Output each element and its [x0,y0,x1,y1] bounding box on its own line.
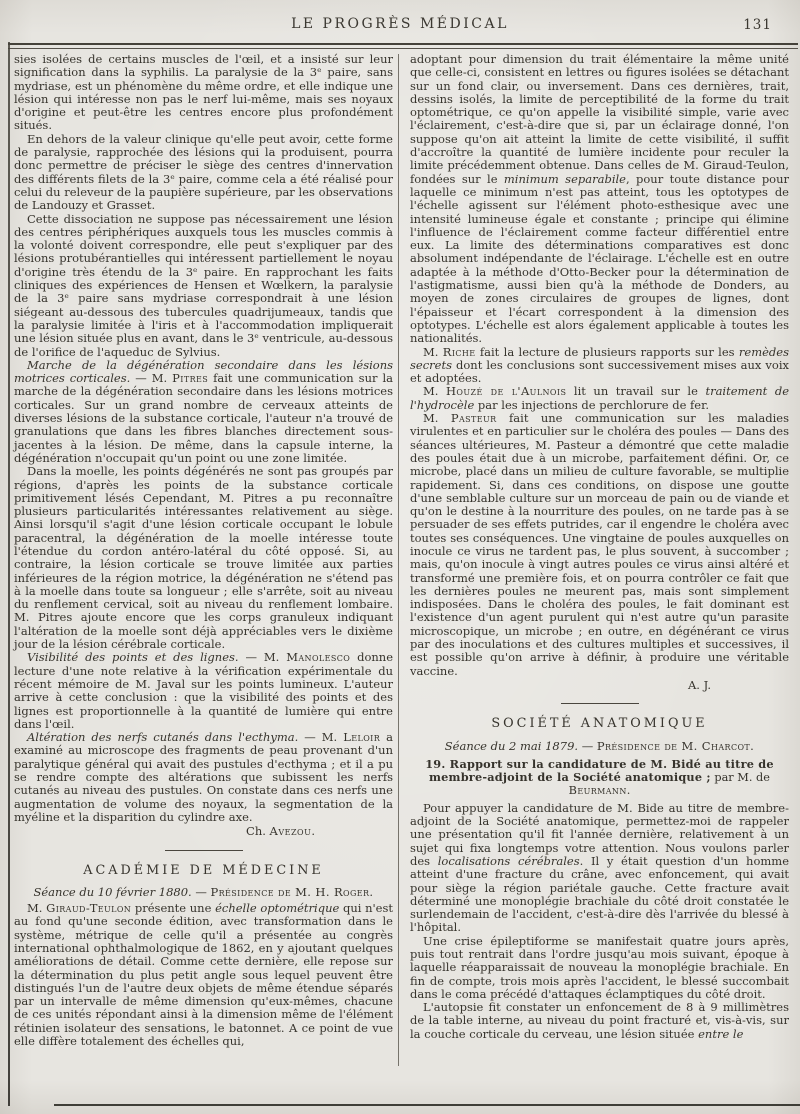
paragraph-autopsie: L'autopsie fit constater un enfoncement de 8 à 9 millimètres de la table interne, au niveau du point fracturé et, vis-à-vis, sur la couche corticale du cerveau, une lésion située entre le [410,1000,789,1041]
section-separator [165,850,243,851]
paragraph-candidature: Pour appuyer la candidature de M. Bide au titre de membre-adjoint de la Société anatomique, permettez-moi de rappeler une présentation qu'il fit l'année dernière, relativement à un sujet qui fixa longtemps votre attention. Nous voulons parler des localisations cérébrales. Il y était question d'un homme atteint d'une fracture du crâne, avec enfoncement, qui avait pour siège la région pariétale gauche. Cette fracture avait déterminé une monoplégie brachiale du côté droit constatée le surlendemain de l'accident, c'est-à-dire dès l'arrivée du blessé à l'hôpital. [410,800,789,935]
column-divider-rule [398,54,399,1066]
section-title-societe-anatomique: SOCIÉTÉ ANATOMIQUE [491,716,708,732]
paragraph-pasteur: M. Pasteur fait une communication sur les maladies virulentes et en particulier sur le choléra des poules — Dans des séances ultérieures, M. Pasteur a démontré que cette maladie des poules était due à un microbe, parfaitement défini. Or, ce microbe, placé dans un milieu de culture favorable, se multiplie rapidement. Si, dans ces conditions, on dispose une goutte d'une semblable culture sur un morceau de pain ou de viande et qu'on le destine à la nourriture des poules, on ne tarde pas à se persuader de ses effets putrides, car il engendre le choléra avec toutes ses conséquences. Une vingtaine de poules auxquelles on inocule ce virus ne tardent pas, le plus souvent, à succomber ; mais, qu'on inocule à vingt autres poules ce virus ainsi altéré et transformé une première fois, et on pourra contrôler ce fait que les dernières poules ne meurent pas, mais sont simplement indisposées. Dans le choléra des poules, le fait dominant est l'existence d'un agent purulent qui n'est autre qu'un parasite microscopique, un microbe ; en outre, en dégénérant ce virus par des inoculations et des cultures multiples et successives, il est possible qu'on arrive à définir, à produire une véritable vaccine. [410,411,789,678]
journal-title: LE PROGRÈS MÉDICAL [291,16,509,32]
page-number: 131 [743,17,772,33]
page-left-frame-line [8,42,10,1106]
report-title-bide: 19. Rapport sur la candidature de M. Bidé au titre de membre-adjoint de la Société anatomique ; par M. de Beurmann. [425,756,774,798]
paragraph-ecthyma: Altération des nerfs cutanés dans l'ecthyma. — M. Leloir a examiné au microscope des fragments de peau provenant d'un paralytique général qui avait des pustules d'ecthyma ; et il a pu se rendre compte des altérations que subissent les nerfs cutanés au niveau des pustules. On constate dans ces nerfs une augmentation de volume des noyaux, la segmentation de la myéline et la disparition du cylindre axe. [14,730,394,824]
paragraph-paralysie: sies isolées de certains muscles de l'œil, et a insisté sur leur signification dans la syphilis. La paralysie de la 3ᵉ paire, sans mydriase, est un phénomène du même ordre, et elle indique une lésion qui intéresse non pas le nerf lui-même, mais ses noyaux d'origine et peut-être les centres encore plus profondément situés. [14,52,393,133]
paragraph-moelle: Dans la moelle, les points dégénérés ne sont pas groupés par régions, d'après les points de la substance corticale primitivement lésés Cependant, M. Pitres a pu reconnaître plusieurs particularités intéressantes relativement au siège. Ainsi lorsqu'il s'agit d'une lésion corticale occupant le lobule paracentral, la dégénération de la moelle intéresse toute l'étendue du cordon antéro-latéral du côté opposé. Si, au contraire, la lésion corticale se trouve limitée aux parties inférieures de la région motrice, la dégénération ne s'étend pas à la moelle dans toute sa longueur ; elle s'arrête, soit au niveau du renflement cervical, soit au niveau du renflement lombaire. M. Pitres ajoute encore que les corps granuleux indiquant l'altération de la moelle sont déjà appréciables vers le dixième jour de la lésion cérébrale corticale. [14,464,393,652]
section-title-academie: ACADÉMIE DE MÉDECINE [83,862,324,878]
paragraph-dissociation: Cette dissociation ne suppose pas nécessairement une lésion des centres périphériques auxquels tous les muscles commis à la volonté doivent correspondre, elle peut s'expliquer par des lésions protubérantielles qui intéressent partiellement le noyau d'origine très étendu de la 3ᵉ paire. En rapprochant les faits cliniques des expériences de Hensen et Wœlkern, la paralysie de la 3ᵉ paire sans mydriase correspondrait à une lésion siégeant au-dessous des tubercules quadrijumeaux, tandis que la paralysie limitée à l'iris et à l'accommodation impliquerait une lésion située plus en avant, dans le 3ᵉ ventricule, au-dessous de l'orifice de l'aqueduc de Sylvius. [14,211,393,359]
paragraph-houze: M. Houzé de l'Aulnois lit un travail sur le traitement de l'hydrocèle par les injections de perchlorure de fer. [410,384,789,412]
header-double-rule [8,43,798,49]
page-bottom-frame-line [54,1104,800,1106]
paragraph-visibilite: Visibilité des points et des lignes. — M. Manolesco donne lecture d'une note relative à la vérification expérimentale du récent mémoire de M. Javal sur les points lumineux. L'auteur arrive à cette conclusion : que la visibilité des points et des lignes est proportionnelle à la quantité de lumière qui entre dans l'œil. [14,650,394,731]
paragraph-crise: Une crise épileptiforme se manifestait quatre jours après, puis tout rentrait dans l'ordre jusqu'au mois suivant, époque à laquelle réapparaissait de nouveau la monoplégie brachiale. En fin de compte, trois mois après l'accident, le blessé succombait dans le coma précédé d'attaques éclamptiques du côté droit. [410,933,789,1001]
session-line-academie: Séance du 10 février 1880. — Présidence de M. H. Roger. [33,884,374,899]
paragraph-valeur-clinique: En dehors de la valeur clinique qu'elle peut avoir, cette forme de paralysie, rapprochée des lésions qui la produisent, pourra donc permettre de préciser le siège des centres d'innervation des différents filets de la 3ᵉ paire, comme cela a été réalisé pour celui du releveur de la paupière supérieure, par les observations de Landouzy et Grasset. [14,131,393,213]
paragraph-optometrie-suite: adoptant pour dimension du trait élémentaire la même unité que celle-ci, consistent en lettres ou figures isolées se détachant sur un fond clair, ou inversement. Dans ces dernières, trait, dessins isolés, la limite de perceptibilité de la forme du trait optométrique, ce qu'on appelle la visibilité simple, varie avec l'éclairement, c'est-à-dire que si, par un éclairage donné, l'on suppose qu'on ait atteint la limite de cette visibilité, il suffit d'accroître la quantité de lumière incidente pour reculer la limite précédemment obtenue. Dans celles de M. Giraud-Teulon, fondées sur le minimum separabile, pour toute distance pour laquelle ce minimum n'est pas atteint, tous les optotypes de l'échelle agissent sur l'élément photo-esthesique avec une intensité lumineuse égale et constante ; principe qui élimine l'influence de l'éclairement comme facteur différentiel entre eux. La limite des déterminations comparatives est donc absolument indépendante de l'éclairage. L'échelle est en outre adaptée à la méthode d'Otto-Becker pour la détermination de l'astigmatisme, aussi bien qu'à la méthode de Donders, au moyen de zones circulaires de groupes de lignes, dont l'épaisseur et l'écart correspondent à la dimension des optotypes. L'échelle est alors également applicable à toutes les nationalités. [410,52,790,346]
right-text-column [410,53,789,1041]
session-line-societe: Séance du 2 mai 1879. — Présidence de M. Charcot. [444,738,755,753]
signature-aj: A. J. [688,677,711,692]
paragraph-degeneration-secondaire: Marche de la dégénération secondaire dans les lésions motrices corticales. — M. Pitres fait une communication sur la marche de la dégénération secondaire dans les lésions motrices corticales. Sur un grand nombre de cerveaux atteints de diverses lésions de la substance corticale, l'auteur n'a trouvé de granulations que dans les fibres blanches directement sous-jacentes à la lésion. De même, dans la capsule interne, la dégénération n'occupait qu'un point ou une zone limitée. [14,357,393,465]
paragraph-riche: M. Riche fait la lecture de plusieurs rapports sur les remèdes secrets dont les conclusions sont successivement mises aux voix et adoptées. [410,344,789,386]
paragraph-giraud-teulon: M. Giraud-Teulon présente une échelle optométrique qui n'est au fond qu'une seconde édition, avec transformation dans le système, métrique de celle qu'il a présentée au congrès international ophthalmologique de 1862, en y ajoutant quelques améliorations de détail. Comme cette dernière, elle repose sur la détermination du plus petit angle sous lequel peuvent être distingués l'un de l'autre deux objets de même étendue séparés par un intervalle de même dimension qu'eux-mêmes, chacune de ces unités répondant ainsi à la dimension même de l'élément rétinien isolateur des sensations, le batonnet. A ce point de vue elle diffère totalement des échelles qui, [14,901,393,1049]
left-text-column [14,53,393,1048]
signature-avezou: Ch. Avezou. [246,824,315,839]
section-separator [561,703,639,704]
